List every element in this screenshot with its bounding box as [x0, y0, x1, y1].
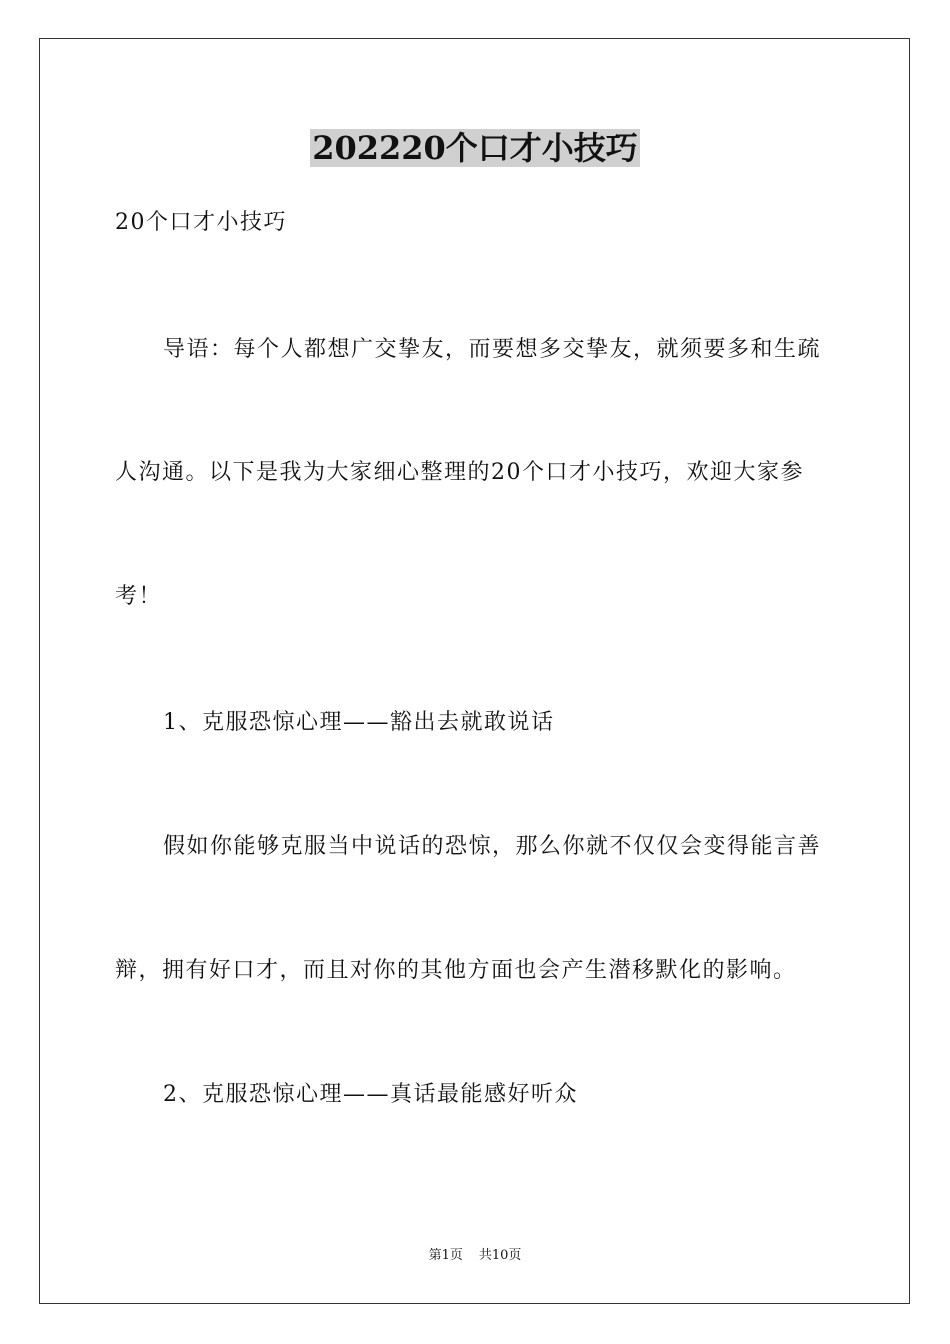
page-footer	[0, 1247, 950, 1265]
page-number-current: 第1页	[428, 1248, 463, 1263]
paragraph-line: 考！	[115, 584, 163, 609]
paragraph-line: 导语：每个人都想广交挚友，而要想多交挚友，就须要多和生疏	[163, 337, 822, 362]
document-title-text: 202220个口才小技巧	[312, 129, 638, 167]
page-number-total: 共10页	[478, 1248, 522, 1263]
section-heading: 1、克服恐惊心理——豁出去就敢说话	[163, 710, 555, 735]
paragraph-line: 人沟通。以下是我为大家细心整理的20个口才小技巧，欢迎大家参	[115, 460, 804, 485]
paragraph-line: 辩，拥有好口才，而且对你的其他方面也会产生潜移默化的影响。	[115, 958, 797, 983]
document-subtitle: 20个口才小技巧	[115, 210, 287, 235]
paragraph-line: 假如你能够克服当中说话的恐惊，那么你就不仅仅会变得能言善	[163, 834, 822, 859]
document-title	[0, 128, 950, 168]
section-heading: 2、克服恐惊心理——真话最能感好听众	[163, 1082, 578, 1107]
